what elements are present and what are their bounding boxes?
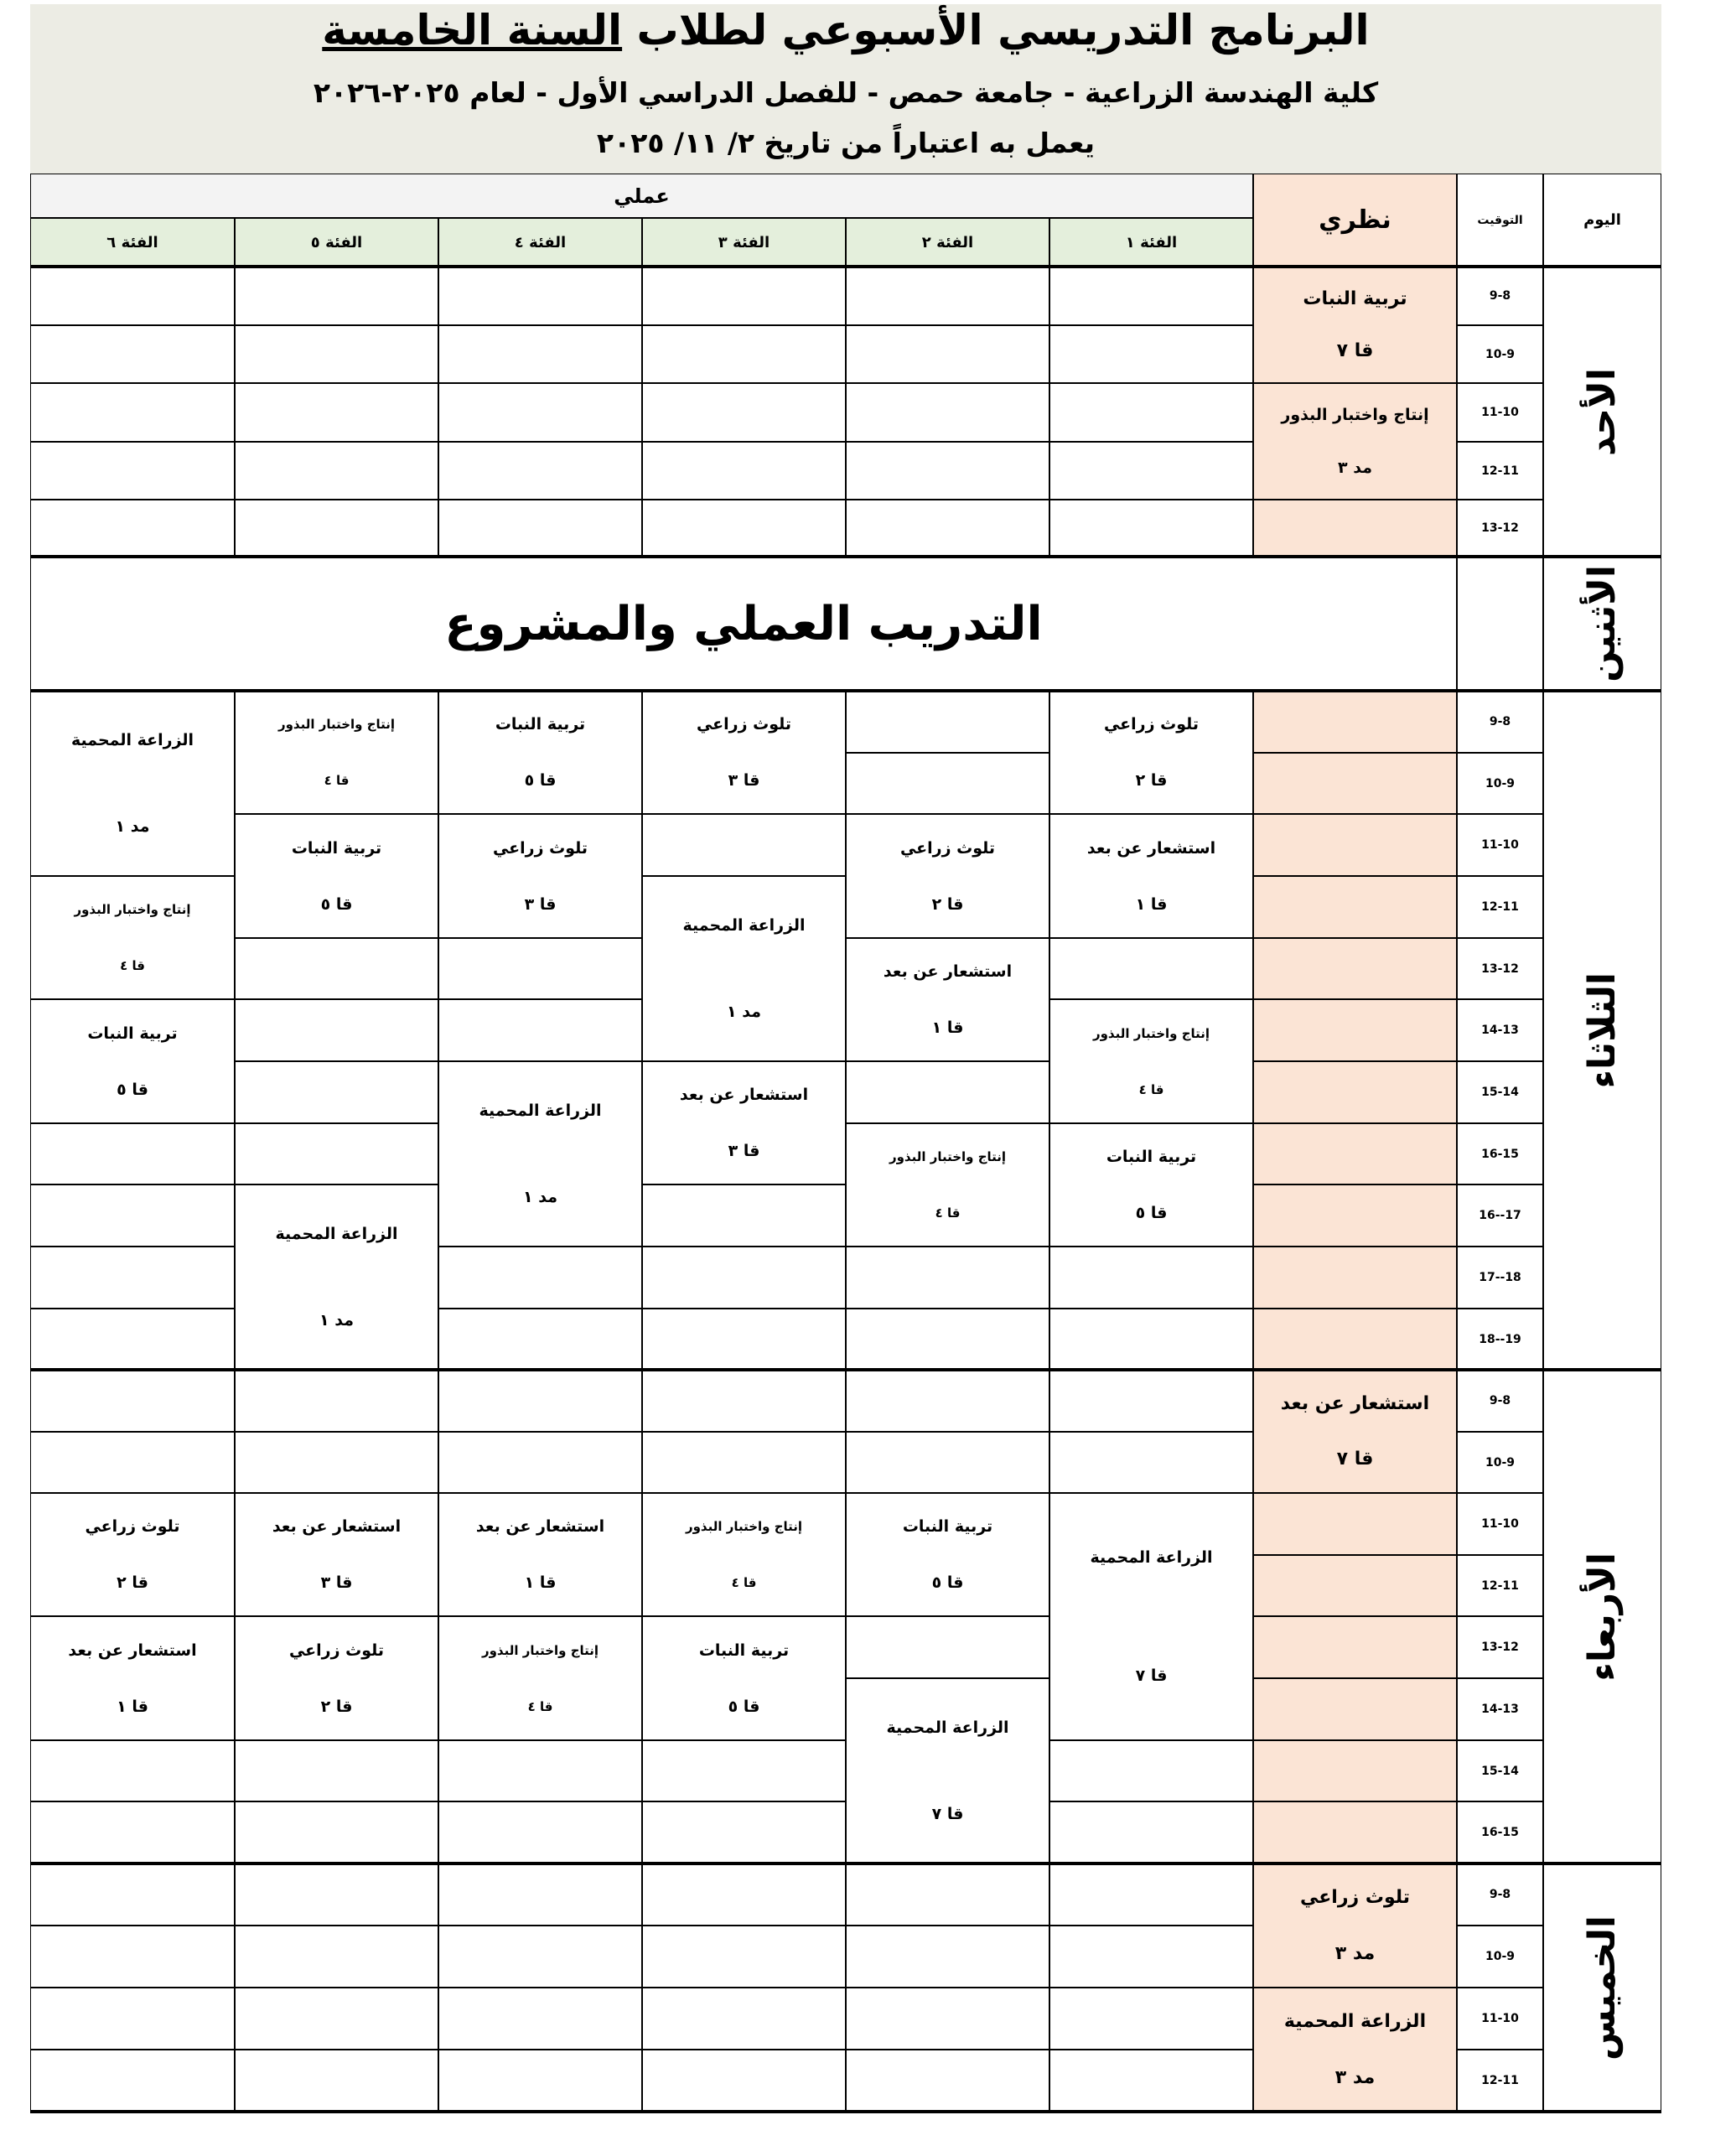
room-name: قا ٥ <box>728 1697 760 1716</box>
lesson-cell <box>438 814 642 938</box>
empty-cell <box>30 267 235 325</box>
empty-cell <box>846 2050 1049 2112</box>
empty-cell <box>642 2050 846 2112</box>
tuesday-time-t12_13: 13-12 <box>1457 938 1543 999</box>
course-name: إنتاج واختبار البذور <box>889 1149 1007 1165</box>
group-header-1: الفئة ١ <box>1049 218 1253 267</box>
empty-cell <box>235 1061 438 1123</box>
empty-cell <box>846 1370 1049 1432</box>
theory-empty-cell <box>1253 1247 1457 1309</box>
empty-cell <box>235 1988 438 2050</box>
course-name: تربية النبات <box>902 1517 993 1537</box>
empty-cell <box>235 1801 438 1863</box>
empty-cell <box>235 325 438 383</box>
course-name: الزراعة المحمية <box>1090 1548 1213 1568</box>
thursday-time-t9_10: 10-9 <box>1457 1926 1543 1988</box>
course-name: استشعار عن بعد <box>679 1086 809 1105</box>
lesson-cell <box>30 999 235 1123</box>
wednesday-time-t11_12: 12-11 <box>1457 1555 1543 1616</box>
empty-cell <box>235 500 438 557</box>
room-name: قا ١ <box>524 1573 557 1592</box>
course-name: تلوث زراعي <box>1300 1887 1410 1908</box>
empty-cell <box>235 267 438 325</box>
day-separator <box>30 689 1661 692</box>
lesson-cell <box>642 1616 846 1740</box>
empty-cell <box>30 325 235 383</box>
room-name: قا ٣ <box>320 1573 353 1592</box>
empty-cell <box>1049 1801 1253 1863</box>
empty-cell <box>438 1309 642 1370</box>
empty-cell <box>642 1432 846 1493</box>
lesson-cell <box>438 1493 642 1616</box>
lesson-cell <box>1049 1493 1253 1740</box>
empty-cell <box>846 383 1049 442</box>
day-label: الخميس <box>1581 1915 1624 2060</box>
course-name: استشعار عن بعد <box>475 1517 605 1537</box>
empty-cell <box>30 1432 235 1493</box>
course-name: الزراعة المحمية <box>682 915 806 935</box>
monday-banner: التدريب العملي والمشروع <box>30 557 1457 691</box>
empty-cell <box>438 1247 642 1309</box>
lesson-cell <box>30 1493 235 1616</box>
day-label: الأربعاء <box>1581 1552 1624 1682</box>
empty-cell <box>1049 267 1253 325</box>
course-name: تربية النبات <box>87 1024 178 1043</box>
empty-cell <box>438 325 642 383</box>
empty-cell <box>30 1184 235 1247</box>
wednesday-time-t15_16: 16-15 <box>1457 1801 1543 1863</box>
empty-cell <box>235 1740 438 1801</box>
tuesday-time-t9_10: 10-9 <box>1457 753 1543 814</box>
empty-cell <box>30 1863 235 1926</box>
empty-cell <box>846 325 1049 383</box>
room-name: قا ١ <box>931 1018 964 1037</box>
lesson-cell <box>235 1184 438 1370</box>
course-name: استشعار عن بعد <box>68 1641 197 1660</box>
empty-cell <box>1049 1926 1253 1988</box>
room-name: قا ٥ <box>931 1573 964 1592</box>
empty-cell <box>235 442 438 500</box>
title-part1: البرنامج التدريسي الأسبوعي لطلاب <box>636 6 1370 54</box>
empty-cell <box>438 1370 642 1432</box>
empty-cell <box>30 1309 235 1370</box>
tuesday-time-t18_19: 19--18 <box>1457 1309 1543 1370</box>
wednesday-theory-lesson <box>1253 1370 1457 1493</box>
room-name: قا ٧ <box>1135 1666 1168 1685</box>
thursday-time-t11_12: 12-11 <box>1457 2050 1543 2112</box>
course-name: الزراعة المحمية <box>275 1224 398 1243</box>
group-header-6: الفئة ٦ <box>30 218 235 267</box>
empty-cell <box>438 267 642 325</box>
empty-cell <box>1049 1247 1253 1309</box>
empty-cell <box>235 383 438 442</box>
thursday-time-t10_11: 11-10 <box>1457 1988 1543 2050</box>
group-header-3: الفئة ٣ <box>642 218 846 267</box>
day-separator <box>30 1368 1661 1371</box>
day-thursday <box>1543 1863 1661 2112</box>
empty-cell <box>438 383 642 442</box>
empty-cell <box>1049 1863 1253 1926</box>
room-name: قا ٧ <box>1336 340 1374 362</box>
empty-cell <box>846 500 1049 557</box>
room-name: قا ٣ <box>728 1141 760 1160</box>
empty-cell <box>235 2050 438 2112</box>
day-tuesday <box>1543 691 1661 1370</box>
wednesday-time-t14_15: 15-14 <box>1457 1740 1543 1801</box>
day-label: الأحد <box>1581 367 1624 456</box>
theory-empty-cell <box>1253 500 1457 557</box>
room-name: قا ٥ <box>117 1080 148 1099</box>
empty-cell <box>438 1801 642 1863</box>
empty-cell <box>438 1926 642 1988</box>
thursday-time-t8_9: 9-8 <box>1457 1863 1543 1926</box>
empty-cell <box>438 1863 642 1926</box>
tuesday-time-t17_18: 18--17 <box>1457 1247 1543 1309</box>
wednesday-time-t10_11: 11-10 <box>1457 1493 1543 1555</box>
empty-cell <box>30 1123 235 1184</box>
empty-cell <box>846 1309 1049 1370</box>
course-name: استشعار عن بعد <box>883 962 1013 982</box>
lesson-cell <box>846 814 1049 938</box>
course-name: الزراعة المحمية <box>1283 2011 1427 2032</box>
tuesday-time-t8_9: 9-8 <box>1457 691 1543 753</box>
tuesday-time-t10_11: 11-10 <box>1457 814 1543 876</box>
tuesday-time-t14_15: 15-14 <box>1457 1061 1543 1123</box>
subtitle: كلية الهندسة الزراعية - جامعة حمص - للفصل الدراسي الأول - لعام ٢٠٢٥-٢٠٢٦ <box>313 76 1379 109</box>
lesson-cell <box>1049 999 1253 1123</box>
wednesday-time-t9_10: 10-9 <box>1457 1432 1543 1493</box>
lesson-cell <box>642 1493 846 1616</box>
lesson-cell <box>235 1493 438 1616</box>
practical-column-header: عملي <box>30 174 1253 218</box>
room-name: قا ٢ <box>931 894 964 914</box>
lesson-cell <box>30 876 235 999</box>
empty-cell <box>438 1432 642 1493</box>
day-label: الثلاثاء <box>1581 972 1624 1089</box>
empty-cell <box>235 938 438 999</box>
sunday-time-t9_10: 10-9 <box>1457 325 1543 383</box>
empty-cell <box>1457 557 1543 691</box>
course-name: إنتاج واختبار البذور <box>1092 1025 1210 1041</box>
theory-column-header: نظري <box>1253 174 1457 267</box>
group-header-4: الفئة ٤ <box>438 218 642 267</box>
course-name: إنتاج واختبار البذور <box>277 717 396 733</box>
lesson-cell <box>30 691 235 876</box>
schedule-table <box>30 174 1661 2112</box>
room-name: مد ٣ <box>1334 1943 1376 1964</box>
theory-empty-cell <box>1253 753 1457 814</box>
tuesday-time-t13_14: 14-13 <box>1457 999 1543 1061</box>
empty-cell <box>1049 938 1253 999</box>
empty-cell <box>846 691 1049 753</box>
time-column-header: التوقيت <box>1457 174 1543 267</box>
room-name: قا ٤ <box>1138 1081 1164 1097</box>
empty-cell <box>846 1247 1049 1309</box>
room-name: قا ٣ <box>524 894 557 914</box>
room-name: قا ٢ <box>117 1573 148 1592</box>
room-name: قا ١ <box>1135 894 1168 914</box>
empty-cell <box>642 1370 846 1432</box>
empty-cell <box>642 1988 846 2050</box>
empty-cell <box>30 1247 235 1309</box>
thursday-theory-lesson <box>1253 1988 1457 2112</box>
lesson-cell <box>846 1493 1049 1616</box>
effective-date: يعمل به اعتباراً من تاريخ ٢/ ١١/ ٢٠٢٥ <box>596 127 1096 159</box>
room-name: مد ١ <box>319 1311 354 1330</box>
room-name: مد ١ <box>523 1188 557 1207</box>
document-header <box>30 4 1661 174</box>
room-name: قا ٢ <box>1135 770 1168 790</box>
empty-cell <box>235 1123 438 1184</box>
lesson-cell <box>1049 691 1253 814</box>
thursday-theory-lesson <box>1253 1863 1457 1988</box>
empty-cell <box>642 1863 846 1926</box>
course-name: استشعار عن بعد <box>272 1517 402 1537</box>
course-name: الزراعة المحمية <box>479 1101 602 1120</box>
day-separator <box>30 1862 1661 1865</box>
course-name: إنتاج واختبار البذور <box>481 1642 599 1658</box>
empty-cell <box>438 2050 642 2112</box>
theory-empty-cell <box>1253 1309 1457 1370</box>
course-name: تلوث زراعي <box>1103 715 1200 734</box>
day-sunday <box>1543 267 1661 557</box>
empty-cell <box>1049 1988 1253 2050</box>
sunday-time-t8_9: 9-8 <box>1457 267 1543 325</box>
room-name: قا ٤ <box>527 1698 553 1714</box>
theory-empty-cell <box>1253 1061 1457 1123</box>
empty-cell <box>846 442 1049 500</box>
theory-empty-cell <box>1253 1801 1457 1863</box>
empty-cell <box>846 1061 1049 1123</box>
room-name: قا ٥ <box>320 894 353 914</box>
course-name: تربية النبات <box>291 838 382 858</box>
empty-cell <box>1049 1432 1253 1493</box>
lesson-cell <box>235 1616 438 1740</box>
sunday-time-t12_13: 13-12 <box>1457 500 1543 557</box>
empty-cell <box>30 1370 235 1432</box>
lesson-cell <box>846 1678 1049 1863</box>
theory-empty-cell <box>1253 1493 1457 1555</box>
room-name: قا ٥ <box>1135 1203 1168 1222</box>
empty-cell <box>235 1926 438 1988</box>
empty-cell <box>846 753 1049 814</box>
title-part2: السنة الخامسة <box>322 6 623 54</box>
empty-cell <box>438 999 642 1061</box>
empty-cell <box>1049 383 1253 442</box>
theory-empty-cell <box>1253 1123 1457 1184</box>
tuesday-time-t16_17: 17--16 <box>1457 1184 1543 1247</box>
lesson-cell <box>30 1616 235 1740</box>
empty-cell <box>642 325 846 383</box>
empty-cell <box>846 1926 1049 1988</box>
empty-cell <box>1049 1309 1253 1370</box>
room-name: قا ١ <box>117 1697 148 1716</box>
course-name: استشعار عن بعد <box>1086 838 1216 858</box>
lesson-cell <box>642 876 846 1061</box>
sunday-time-t10_11: 11-10 <box>1457 383 1543 442</box>
empty-cell <box>30 383 235 442</box>
course-name: تلوث زراعي <box>492 838 588 858</box>
empty-cell <box>1049 500 1253 557</box>
room-name: قا ٤ <box>731 1574 757 1590</box>
empty-cell <box>1049 1740 1253 1801</box>
empty-cell <box>846 1616 1049 1678</box>
empty-cell <box>846 267 1049 325</box>
theory-empty-cell <box>1253 1184 1457 1247</box>
lesson-cell <box>235 814 438 938</box>
course-name: إنتاج واختبار البذور <box>74 902 191 918</box>
empty-cell <box>235 1432 438 1493</box>
course-name: تلوث زراعي <box>696 715 792 734</box>
lesson-cell <box>438 1061 642 1247</box>
lesson-cell <box>642 691 846 814</box>
course-name: تربية النبات <box>698 1641 790 1660</box>
course-name: إنتاج واختبار البذور <box>1281 406 1429 425</box>
room-name: مد ١ <box>115 817 150 837</box>
empty-cell <box>642 267 846 325</box>
empty-cell <box>235 1370 438 1432</box>
theory-empty-cell <box>1253 1740 1457 1801</box>
room-name: مد ٣ <box>1334 2067 1376 2088</box>
course-name: تربية النبات <box>1106 1148 1197 1167</box>
theory-empty-cell <box>1253 1678 1457 1740</box>
empty-cell <box>1049 325 1253 383</box>
course-name: تلوث زراعي <box>288 1641 385 1660</box>
lesson-cell <box>1049 814 1253 938</box>
course-name: الزراعة المحمية <box>70 730 194 749</box>
empty-cell <box>30 1926 235 1988</box>
empty-cell <box>642 814 846 876</box>
theory-empty-cell <box>1253 814 1457 876</box>
empty-cell <box>438 938 642 999</box>
empty-cell <box>846 1988 1049 2050</box>
empty-cell <box>30 500 235 557</box>
wednesday-time-t12_13: 13-12 <box>1457 1616 1543 1678</box>
page-title <box>30 6 1661 54</box>
sunday-theory-lesson <box>1253 383 1457 500</box>
tuesday-time-t15_16: 16-15 <box>1457 1123 1543 1184</box>
theory-empty-cell <box>1253 1616 1457 1678</box>
room-name: مد ٣ <box>1338 458 1372 477</box>
empty-cell <box>438 1988 642 2050</box>
sunday-time-t11_12: 12-11 <box>1457 442 1543 500</box>
day-label: الأثنين <box>1581 565 1624 682</box>
course-name: تربية النبات <box>495 715 586 734</box>
empty-cell <box>235 1863 438 1926</box>
lesson-cell <box>438 1616 642 1740</box>
group-header-5: الفئة ٥ <box>235 218 438 267</box>
theory-empty-cell <box>1253 938 1457 999</box>
theory-empty-cell <box>1253 876 1457 938</box>
theory-empty-cell <box>1253 1555 1457 1616</box>
empty-cell <box>846 1863 1049 1926</box>
tuesday-time-t11_12: 12-11 <box>1457 876 1543 938</box>
course-name: الزراعة المحمية <box>886 1718 1009 1737</box>
room-name: قا ٧ <box>1336 1449 1374 1470</box>
empty-cell <box>642 1740 846 1801</box>
group-header-2: الفئة ٢ <box>846 218 1049 267</box>
empty-cell <box>30 442 235 500</box>
empty-cell <box>30 1740 235 1801</box>
empty-cell <box>438 500 642 557</box>
theory-empty-cell <box>1253 999 1457 1061</box>
empty-cell <box>642 1309 846 1370</box>
empty-cell <box>642 500 846 557</box>
room-name: قا ٤ <box>120 957 145 973</box>
course-name: إنتاج واختبار البذور <box>685 1519 803 1535</box>
room-name: قا ٤ <box>324 772 350 788</box>
room-name: قا ٧ <box>931 1805 964 1824</box>
course-name: استشعار عن بعد <box>1280 1392 1430 1414</box>
room-name: مد ١ <box>727 1003 761 1022</box>
empty-cell <box>30 2050 235 2112</box>
lesson-cell <box>235 691 438 814</box>
empty-cell <box>642 1247 846 1309</box>
course-name: تلوث زراعي <box>85 1517 180 1537</box>
wednesday-time-t8_9: 9-8 <box>1457 1370 1543 1432</box>
day-column-header: اليوم <box>1543 174 1661 267</box>
lesson-cell <box>642 1061 846 1184</box>
empty-cell <box>642 383 846 442</box>
room-name: قا ٢ <box>320 1697 353 1716</box>
empty-cell <box>438 442 642 500</box>
day-wednesday <box>1543 1370 1661 1863</box>
day-separator <box>30 555 1661 558</box>
course-name: تلوث زراعي <box>899 838 996 858</box>
day-separator <box>30 2110 1661 2113</box>
empty-cell <box>642 1926 846 1988</box>
room-name: قا ٤ <box>935 1205 961 1221</box>
empty-cell <box>642 1801 846 1863</box>
day-separator <box>30 265 1661 268</box>
lesson-cell <box>846 938 1049 1061</box>
empty-cell <box>1049 1370 1253 1432</box>
empty-cell <box>642 1184 846 1247</box>
empty-cell <box>235 999 438 1061</box>
empty-cell <box>642 442 846 500</box>
empty-cell <box>1049 442 1253 500</box>
sunday-theory-lesson <box>1253 267 1457 383</box>
empty-cell <box>1049 2050 1253 2112</box>
wednesday-time-t13_14: 14-13 <box>1457 1678 1543 1740</box>
empty-cell <box>846 1432 1049 1493</box>
day-monday <box>1543 557 1661 691</box>
empty-cell <box>30 1801 235 1863</box>
lesson-cell <box>1049 1123 1253 1247</box>
empty-cell <box>438 1740 642 1801</box>
lesson-cell <box>846 1123 1049 1247</box>
empty-cell <box>30 1988 235 2050</box>
room-name: قا ٣ <box>728 770 760 790</box>
course-name: تربية النبات <box>1303 288 1407 309</box>
theory-empty-cell <box>1253 691 1457 753</box>
room-name: قا ٥ <box>524 770 557 790</box>
lesson-cell <box>438 691 642 814</box>
